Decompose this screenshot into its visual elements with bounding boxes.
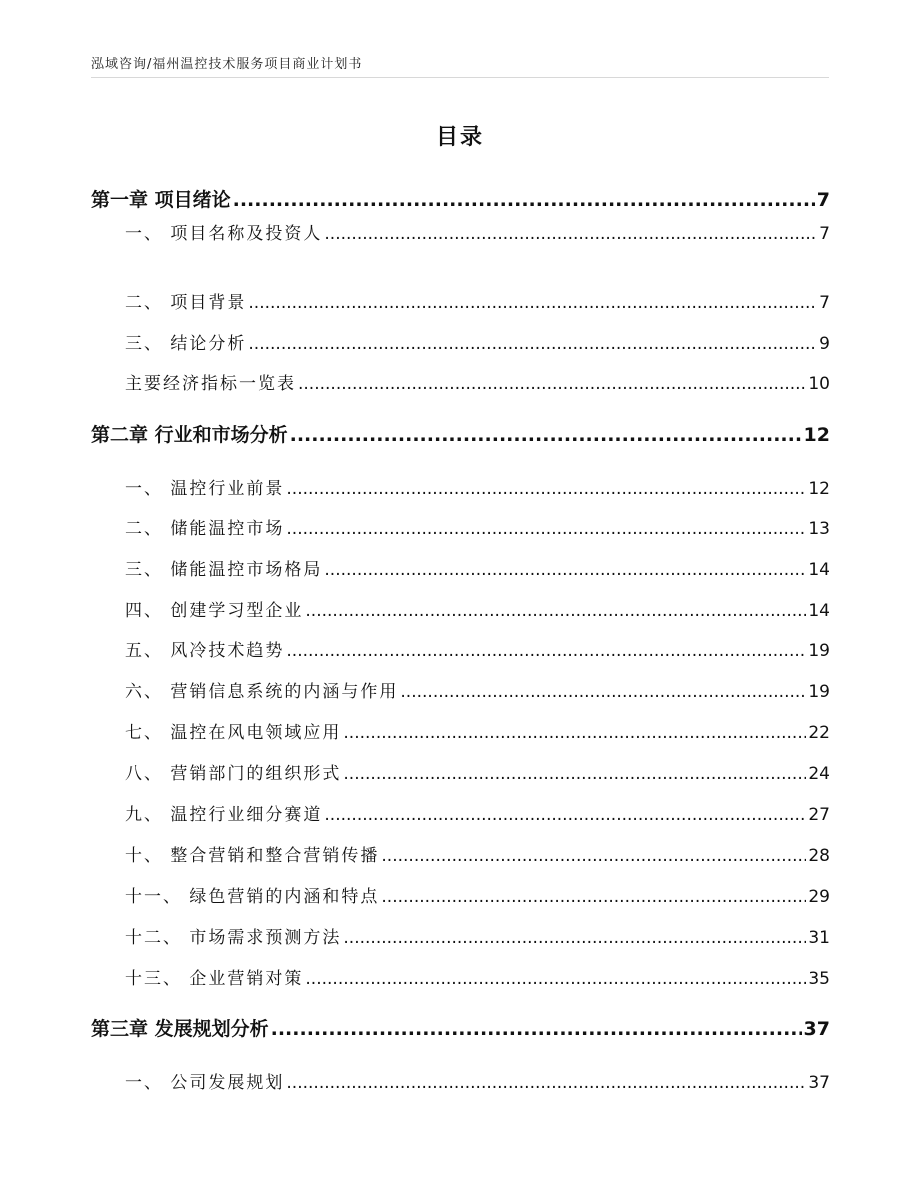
toc-entry-label: 十一、 绿色营销的内涵和特点 — [125, 887, 380, 907]
toc-section[interactable] — [125, 800, 830, 825]
leader-dots — [324, 560, 806, 580]
leader-dots — [286, 1073, 806, 1093]
toc-section[interactable] — [125, 759, 830, 784]
toc-page-number: 14 — [808, 560, 830, 580]
leader-dots — [343, 928, 806, 948]
running-header: 泓域咨询/福州温控技术服务项目商业计划书 — [91, 57, 363, 72]
toc-entry-label: 十、 整合营销和整合营销传播 — [125, 846, 380, 866]
toc-section[interactable] — [125, 474, 830, 499]
toc-page-number: 12 — [803, 424, 830, 446]
toc-entry-label: 三、 储能温控市场格局 — [125, 560, 323, 580]
toc-entry-label: 四、 创建学习型企业 — [125, 601, 304, 621]
toc-page-number: 37 — [808, 1073, 830, 1093]
toc-page-number: 37 — [803, 1018, 830, 1040]
toc-chapter-3[interactable] — [91, 1014, 830, 1041]
toc-entry-label: 十三、 企业营销对策 — [125, 969, 304, 989]
toc-entry-label: 二、 项目背景 — [125, 293, 247, 313]
leader-dots — [286, 479, 806, 499]
toc-entry-label: 第二章 行业和市场分析 — [91, 424, 288, 446]
toc-chapter-2[interactable] — [91, 420, 830, 447]
toc-section[interactable] — [125, 882, 830, 907]
leader-dots — [248, 293, 817, 313]
toc-section[interactable] — [125, 329, 830, 354]
toc-page-number: 28 — [808, 846, 830, 866]
toc-entry-label: 七、 温控在风电领域应用 — [125, 723, 342, 743]
toc-section[interactable] — [125, 596, 830, 621]
leader-dots — [400, 682, 806, 702]
toc-page-number: 14 — [808, 601, 830, 621]
leader-dots — [305, 601, 806, 621]
toc-chapter-1[interactable] — [91, 185, 830, 212]
toc-page-number: 7 — [819, 293, 830, 313]
toc-page-number: 24 — [808, 764, 830, 784]
toc-page-number: 12 — [808, 479, 830, 499]
leader-dots — [286, 519, 806, 539]
toc-page-number: 13 — [808, 519, 830, 539]
toc-entry-label: 第三章 发展规划分析 — [91, 1018, 269, 1040]
toc-section[interactable] — [125, 219, 830, 244]
toc-entry-label: 三、 结论分析 — [125, 334, 247, 354]
toc-entry-label: 十二、 市场需求预测方法 — [125, 928, 342, 948]
leader-dots — [343, 764, 806, 784]
toc-page-number: 29 — [808, 887, 830, 907]
leader-dots — [381, 846, 806, 866]
leader-dots — [248, 334, 817, 354]
leader-dots — [298, 374, 806, 394]
toc-entry-label: 一、 项目名称及投资人 — [125, 224, 323, 244]
toc-section[interactable] — [125, 841, 830, 866]
toc-page-number: 9 — [819, 334, 830, 354]
toc-entry-label: 第一章 项目绪论 — [91, 189, 231, 211]
header-divider — [91, 77, 829, 78]
leader-dots — [324, 805, 806, 825]
toc-entry-label: 一、 温控行业前景 — [125, 479, 285, 499]
toc-section[interactable] — [125, 288, 830, 313]
toc-section[interactable] — [125, 514, 830, 539]
leader-dots — [290, 424, 802, 446]
toc-section[interactable] — [125, 677, 830, 702]
toc-page-number: 7 — [816, 189, 830, 211]
toc-entry-label: 一、 公司发展规划 — [125, 1073, 285, 1093]
toc-section[interactable] — [125, 718, 830, 743]
toc-page-number: 31 — [808, 928, 830, 948]
toc-section[interactable] — [125, 369, 830, 394]
toc-page-number: 19 — [808, 641, 830, 661]
toc-entry-label: 九、 温控行业细分赛道 — [125, 805, 323, 825]
toc-entry-label: 主要经济指标一览表 — [125, 374, 296, 394]
toc-page-number: 7 — [819, 224, 830, 244]
toc-section[interactable] — [125, 923, 830, 948]
toc-section[interactable] — [125, 964, 830, 989]
toc-page-number: 10 — [808, 374, 830, 394]
leader-dots — [233, 189, 815, 211]
leader-dots — [381, 887, 806, 907]
toc-section[interactable] — [125, 1068, 830, 1093]
toc-section[interactable] — [125, 636, 830, 661]
toc-entry-label: 五、 风冷技术趋势 — [125, 641, 285, 661]
toc-page-number: 35 — [808, 969, 830, 989]
toc-page-number: 22 — [808, 723, 830, 743]
leader-dots — [286, 641, 806, 661]
toc-page-number: 19 — [808, 682, 830, 702]
toc-entry-label: 六、 营销信息系统的内涵与作用 — [125, 682, 399, 702]
leader-dots — [271, 1018, 802, 1040]
toc-entry-label: 二、 储能温控市场 — [125, 519, 285, 539]
toc-title: 目录 — [435, 125, 484, 150]
leader-dots — [343, 723, 806, 743]
toc-page-number: 27 — [808, 805, 830, 825]
toc-entry-label: 八、 营销部门的组织形式 — [125, 764, 342, 784]
toc-section[interactable] — [125, 555, 830, 580]
leader-dots — [324, 224, 817, 244]
leader-dots — [305, 969, 806, 989]
